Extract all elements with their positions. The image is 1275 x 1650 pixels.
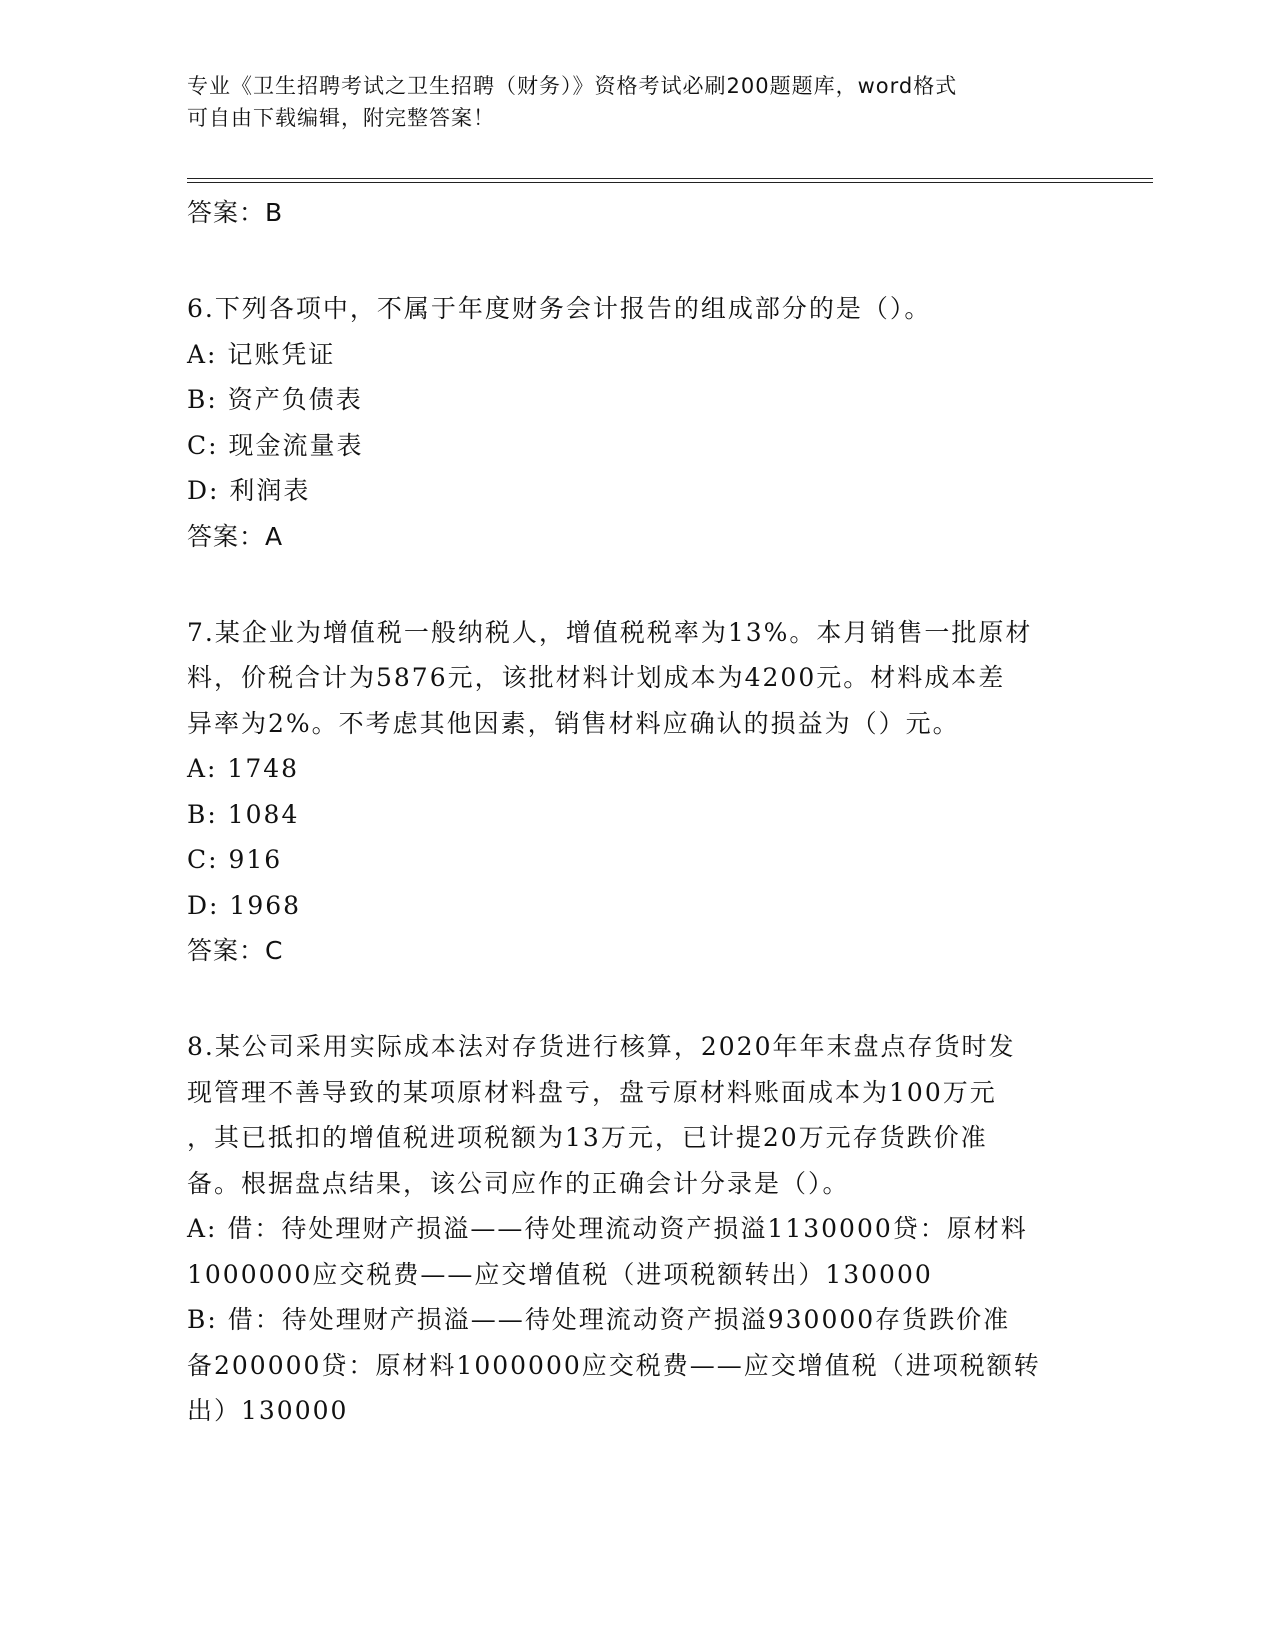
- question-8-text-line: 8.某公司采用实际成本法对存货进行核算，2020年年末盘点存货时发: [187, 1032, 1016, 1061]
- question-7: [187, 610, 1087, 975]
- question-8: [187, 1024, 1087, 1434]
- question-7-text-line: 7.某企业为增值税一般纳税人，增值税税率为13%。本月销售一批原材: [187, 617, 1033, 647]
- answer-6: 答案：A: [187, 521, 284, 551]
- question-6-text: 6.下列各项中，不属于年度财务会计报告的组成部分的是（）。: [187, 294, 932, 323]
- question-6: [187, 286, 1087, 560]
- document-header: [187, 70, 1087, 134]
- header-line-1: 专业《卫生招聘考试之卫生招聘（财务）》资格考试必刷200题题库，word格式: [187, 74, 958, 98]
- header-rule-bottom: [187, 182, 1153, 183]
- question-8-option-a-line: 1000000应交税费——应交增值税（进项税额转出）130000: [187, 1259, 933, 1289]
- spacer: [187, 236, 1087, 286]
- question-8-text-line: 现管理不善导致的某项原材料盘亏，盘亏原材料账面成本为100万元: [187, 1077, 997, 1107]
- question-8-text-line: 备。根据盘点结果，该公司应作的正确会计分录是（）。: [187, 1168, 850, 1198]
- question-7-option-c: C: 916: [187, 845, 283, 874]
- question-8-option-b-line: B: 借：待处理财产损溢——待处理流动资产损溢930000存货跌价准: [187, 1305, 1011, 1334]
- question-8-option-b-line: 备200000贷：原材料1000000应交税费——应交增值税（进项税额转: [187, 1350, 1041, 1380]
- question-7-option-d: D: 1968: [187, 890, 302, 920]
- document-body: [187, 190, 1087, 1434]
- question-8-text-line: ，其已抵扣的增值税进项税额为13万元，已计提20万元存货跌价准: [187, 1123, 988, 1152]
- header-line-2: 可自由下载编辑，附完整答案！: [187, 106, 495, 130]
- question-6-option-a: A: 记账凭证: [187, 339, 336, 369]
- spacer: [187, 974, 1087, 1024]
- question-7-option-b: B: 1084: [187, 799, 300, 829]
- question-7-option-a: A: 1748: [187, 754, 300, 783]
- question-6-option-d: D: 利润表: [187, 476, 311, 505]
- answer-7: 答案：C: [187, 936, 284, 965]
- question-6-option-b: B: 资产负债表: [187, 385, 363, 414]
- question-7-text-line: 料，价税合计为5876元，该批材料计划成本为4200元。材料成本差: [187, 663, 1006, 692]
- answer-5: 答案：B: [187, 198, 284, 227]
- spacer: [187, 560, 1087, 610]
- question-6-option-c: C: 现金流量表: [187, 430, 364, 460]
- question-7-text-line: 异率为2%。不考虑其他因素，销售材料应确认的损益为（）元。: [187, 708, 960, 738]
- question-8-option-a-line: A: 借：待处理财产损溢——待处理流动资产损溢1130000贷：原材料: [187, 1214, 1028, 1243]
- question-8-option-b-line: 出）130000: [187, 1396, 349, 1425]
- header-rule-top: [187, 178, 1153, 179]
